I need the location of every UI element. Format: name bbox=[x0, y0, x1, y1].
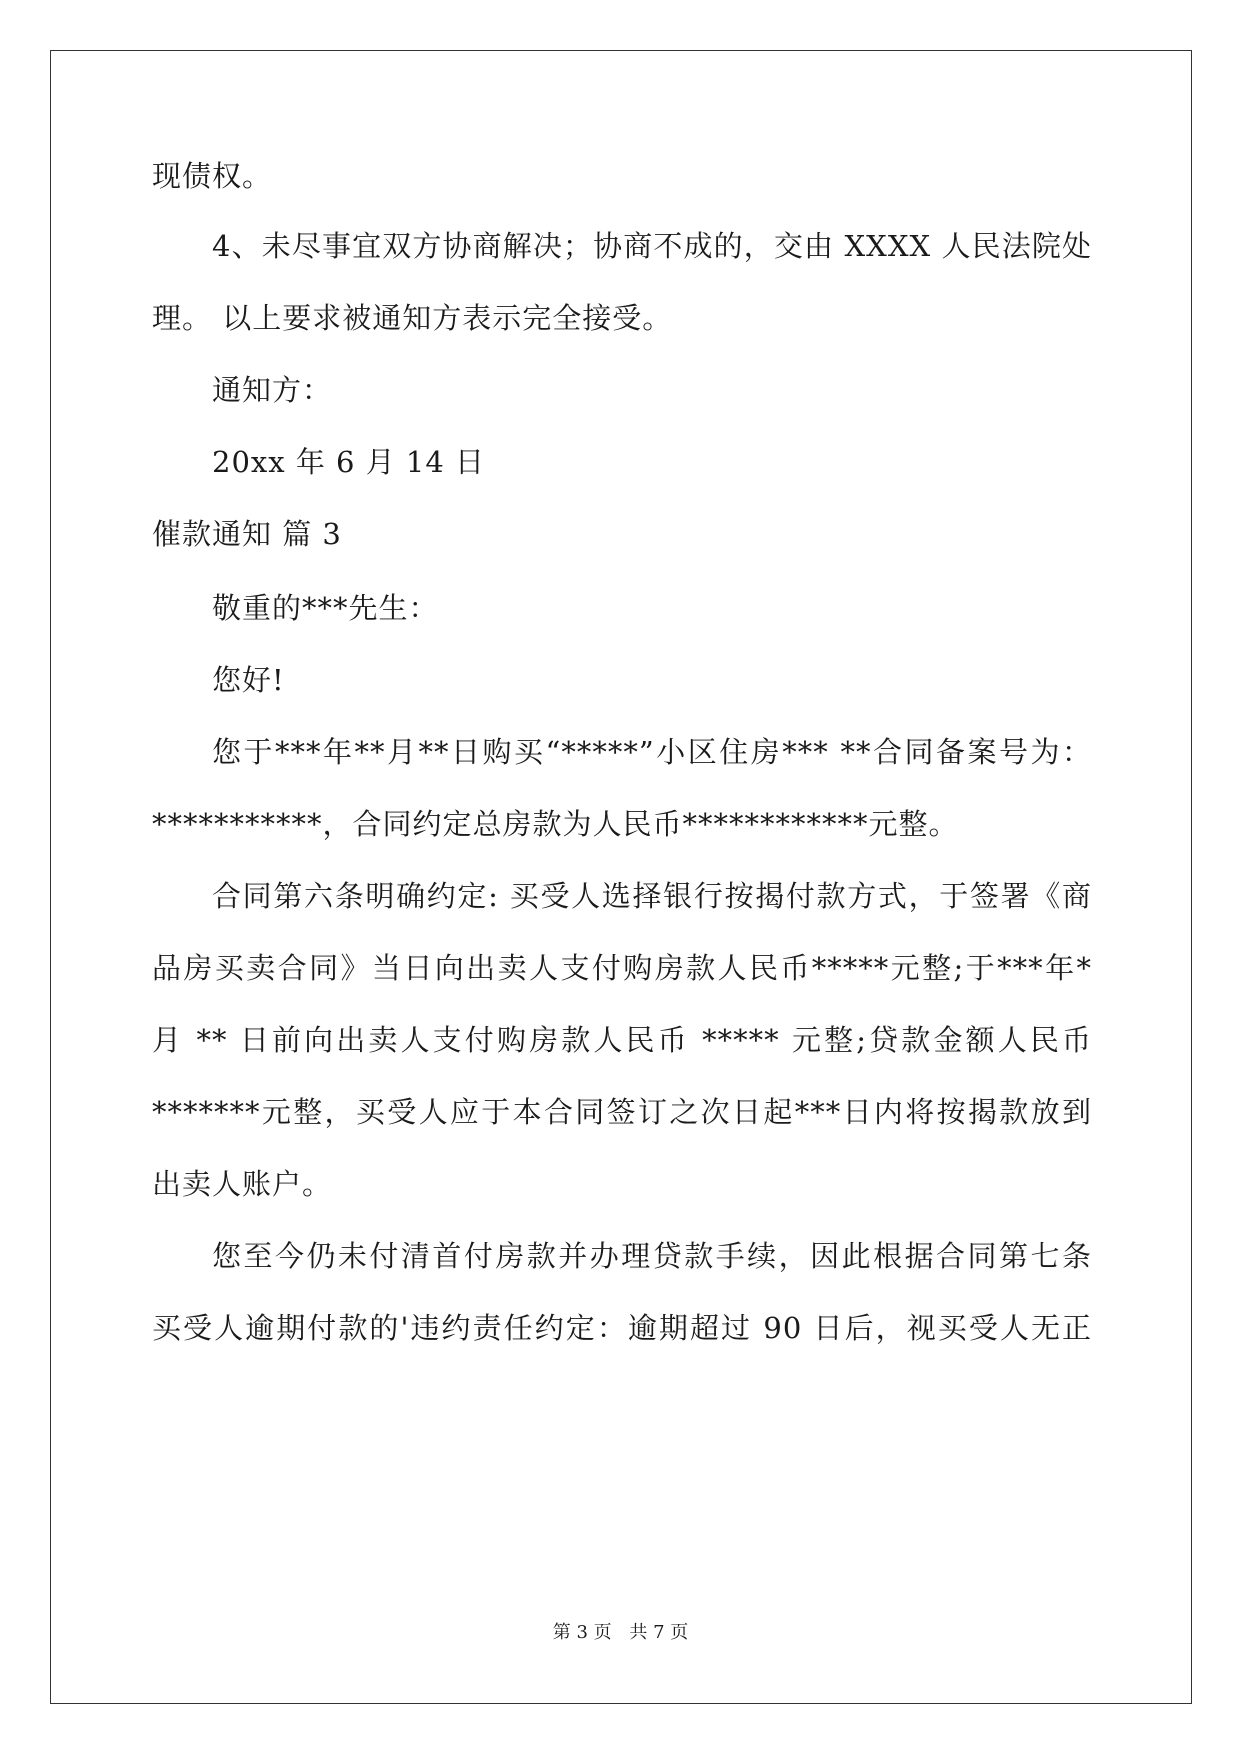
page-number-total: 共 7 页 bbox=[629, 1622, 689, 1643]
page-border bbox=[50, 50, 1192, 1704]
text-line-2: 4、未尽事宜双方协商解决；协商不成的，交由 XXXX 人民法院处 bbox=[212, 229, 1092, 263]
section-heading: 催款通知 篇 3 bbox=[152, 517, 342, 551]
text-line-5: 20xx 年 6 月 14 日 bbox=[212, 445, 486, 479]
text-line-17: 买受人逾期付款的'违约责任约定：逾期超过 90 日后，视买受人无正 bbox=[152, 1311, 1092, 1345]
text-line-10: ***********，合同约定总房款为人民币************元整。 bbox=[152, 807, 959, 841]
text-line-1: 现债权。 bbox=[152, 159, 273, 193]
text-line-16: 您至今仍未付清首付房款并办理贷款手续，因此根据合同第七条 bbox=[212, 1239, 1092, 1273]
text-line-15: 出卖人账户。 bbox=[152, 1167, 333, 1201]
text-line-4: 通知方： bbox=[212, 373, 333, 407]
text-line-14: *******元整，买受人应于本合同签订之次日起***日内将按揭款放到 bbox=[152, 1095, 1092, 1129]
text-line-13: 月 ** 日前向出卖人支付购房款人民币 ***** 元整;贷款金额人民币 bbox=[152, 1023, 1092, 1057]
page-number-current: 第 3 页 bbox=[552, 1622, 612, 1643]
text-line-12: 品房买卖合同》当日向出卖人支付购房款人民币*****元整;于***年* bbox=[152, 951, 1092, 985]
salutation: 敬重的***先生： bbox=[212, 591, 439, 625]
text-line-9: 您于***年**月**日购买“*****”小区住房*** **合同备案号为： bbox=[212, 735, 1092, 769]
page-footer bbox=[0, 1622, 1241, 1644]
text-line-3: 理。 以上要求被通知方表示完全接受。 bbox=[152, 301, 673, 335]
greeting: 您好! bbox=[212, 663, 285, 697]
text-line-11: 合同第六条明确约定: 买受人选择银行按揭付款方式，于签署《商 bbox=[212, 879, 1092, 913]
